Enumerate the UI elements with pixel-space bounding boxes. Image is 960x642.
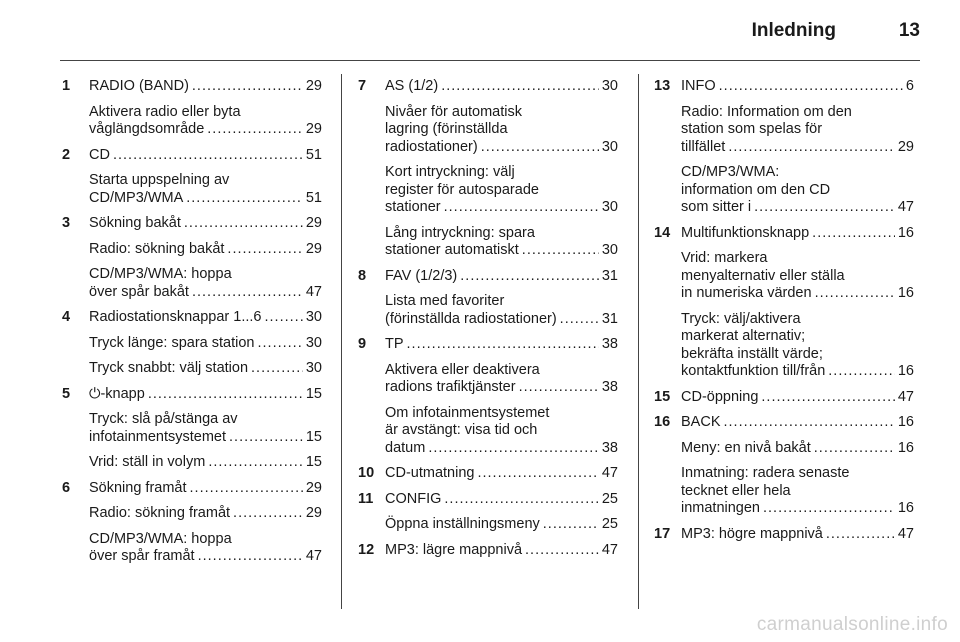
page-ref[interactable]: 47: [601, 465, 618, 481]
entry-body: [385, 268, 618, 329]
leader-dots: [198, 548, 303, 566]
index-entry: [654, 78, 914, 217]
entry-body: [681, 414, 914, 518]
entry-description: [385, 362, 618, 397]
index-line: [89, 548, 322, 566]
index-line: [681, 363, 914, 381]
index-line: [89, 505, 322, 523]
index-text: inmatningen: [681, 500, 760, 516]
entry-number: 15: [654, 388, 671, 405]
index-line: [681, 104, 914, 122]
index-text: information om den CD: [681, 181, 831, 198]
index-line: [385, 104, 618, 122]
entry-body: [89, 147, 322, 208]
index-line: [385, 199, 618, 217]
page-ref[interactable]: 38: [601, 439, 618, 456]
page-ref[interactable]: 51: [305, 146, 322, 163]
page-ref[interactable]: 47: [897, 388, 914, 405]
leader-dots: [407, 336, 599, 354]
index-text: MP3: högre mappnivå: [681, 525, 823, 542]
page-ref[interactable]: 6: [905, 78, 914, 94]
index-line: [681, 483, 914, 501]
index-text: våglängdsområde: [89, 121, 205, 137]
entry-description: [385, 225, 618, 260]
leader-dots: [519, 379, 599, 397]
index-line: [681, 389, 914, 407]
leader-dots: [828, 363, 895, 381]
index-line: [681, 250, 914, 268]
leader-dots: [763, 500, 895, 518]
entry-description: [681, 164, 914, 217]
index-line: [385, 164, 618, 182]
page-ref[interactable]: 51: [305, 189, 322, 206]
page-ref[interactable]: 29: [305, 78, 322, 94]
index-line: [681, 225, 914, 243]
index-line: [681, 465, 914, 483]
entry-body: [681, 526, 914, 544]
leader-dots: [826, 526, 895, 544]
page-ref[interactable]: 16: [897, 500, 914, 516]
entry-number: 1: [62, 78, 71, 94]
page-ref[interactable]: 16: [897, 285, 914, 301]
page-ref[interactable]: 31: [601, 310, 618, 327]
entry-number: 9: [358, 336, 367, 352]
entry-number: 14: [654, 224, 671, 241]
index-text: Radio: sökning framåt: [89, 505, 231, 521]
index-text: CD/MP3/WMA:: [681, 164, 780, 180]
index-line: [89, 121, 322, 139]
index-text: ⏻-knapp: [89, 385, 145, 402]
entry-description: [681, 311, 914, 381]
index-entry: [62, 386, 322, 472]
index-text: CD: [89, 146, 110, 163]
index-text: Sökning bakåt: [89, 215, 181, 231]
index-line: [89, 190, 322, 208]
entry-body: [385, 336, 618, 457]
entry-body: [681, 389, 914, 407]
entry-body: [89, 215, 322, 301]
index-entry: [62, 309, 322, 378]
leader-dots: [186, 190, 303, 208]
entry-number: 3: [62, 215, 71, 231]
index-entry: [654, 526, 914, 544]
index-line: [681, 526, 914, 544]
entry-description: [89, 454, 322, 472]
index-line: [385, 293, 618, 311]
index-text: radiostationer): [385, 138, 478, 155]
index-line: [89, 335, 322, 353]
index-line: [385, 268, 618, 286]
page-ref[interactable]: 38: [601, 379, 618, 395]
index-column-2: [358, 78, 618, 567]
index-line: [89, 284, 322, 302]
entry-number: 13: [654, 78, 671, 94]
leader-dots: [190, 480, 303, 498]
entry-description: [385, 104, 618, 157]
index-text: är avstängt: visa tid och: [385, 422, 538, 438]
index-text: som sitter i: [681, 199, 752, 215]
index-line: [681, 346, 914, 364]
leader-dots: [543, 516, 599, 534]
page-ref[interactable]: 47: [305, 548, 322, 564]
column-divider: [341, 74, 342, 609]
index-line: [385, 311, 618, 329]
page-header-title: Inledning: [751, 20, 836, 41]
index-line: [385, 336, 618, 354]
index-text: lagring (förinställda: [385, 121, 508, 137]
index-column-1: [62, 78, 322, 574]
entry-body: [89, 480, 322, 566]
leader-dots: [444, 491, 598, 509]
index-text: Inmatning: radera senaste: [681, 465, 850, 481]
index-line: [89, 531, 322, 549]
page-ref[interactable]: 29: [897, 138, 914, 155]
index-text: Om infotainmentsystemet: [385, 404, 550, 421]
index-text: tecknet eller hela: [681, 482, 791, 499]
index-line: [89, 454, 322, 472]
page-ref[interactable]: 29: [305, 505, 322, 521]
index-line: [385, 78, 618, 96]
column-divider: [638, 74, 639, 609]
index-text: CD-utmatning: [385, 465, 475, 481]
index-text: markerat alternativ;: [681, 328, 806, 344]
index-line: [385, 542, 618, 560]
entry-description: [89, 411, 322, 446]
entry-body: [681, 78, 914, 217]
entry-number: 16: [654, 414, 671, 430]
leader-dots: [560, 311, 599, 329]
page-ref[interactable]: 29: [305, 215, 322, 231]
index-text: CD-öppning: [681, 388, 759, 405]
entry-description: [89, 172, 322, 207]
index-entry: [62, 215, 322, 301]
index-line: [681, 139, 914, 157]
index-line: [89, 411, 322, 429]
index-text: Lista med favoriter: [385, 293, 505, 309]
entry-number: 12: [358, 541, 375, 558]
index-line: [385, 465, 618, 483]
page-ref[interactable]: 29: [305, 121, 322, 137]
index-line: [89, 78, 322, 96]
page-ref[interactable]: 16: [897, 224, 914, 241]
index-text: Radio: Information om den: [681, 103, 852, 120]
index-line: [385, 225, 618, 243]
leader-dots: [148, 386, 303, 404]
index-text: CD/MP3/WMA: hoppa: [89, 266, 232, 282]
index-line: [681, 164, 914, 182]
page-ref[interactable]: 30: [305, 309, 322, 325]
index-text: Nivåer för automatisk: [385, 103, 522, 120]
index-line: [385, 139, 618, 157]
entry-description: [89, 266, 322, 301]
page-ref[interactable]: 30: [601, 78, 618, 94]
page-ref[interactable]: 25: [601, 490, 618, 507]
index-line: [89, 266, 322, 284]
index-line: [385, 379, 618, 397]
index-text: över spår framåt: [89, 548, 195, 564]
index-entry: [358, 78, 618, 260]
page-ref[interactable]: 38: [601, 336, 618, 352]
index-line: [385, 440, 618, 458]
index-line: [89, 429, 322, 447]
index-column-3: [654, 78, 914, 551]
page-ref[interactable]: 31: [601, 267, 618, 284]
entry-description: [681, 250, 914, 303]
leader-dots: [113, 147, 303, 165]
entry-body: [681, 225, 914, 381]
leader-dots: [251, 360, 303, 378]
index-text: datum: [385, 439, 426, 456]
index-line: [681, 182, 914, 200]
entry-body: [385, 78, 618, 260]
entry-description: [89, 104, 322, 139]
index-entry: [358, 542, 618, 560]
leader-dots: [477, 465, 598, 483]
index-text: kontaktfunktion till/från: [681, 363, 826, 379]
leader-dots: [192, 284, 303, 302]
index-text: Multifunktionsknapp: [681, 224, 810, 241]
index-entry: [654, 225, 914, 381]
leader-dots: [441, 78, 599, 96]
index-text: register för autosparade: [385, 181, 539, 198]
entry-description: [681, 440, 914, 458]
page-ref[interactable]: 30: [305, 334, 322, 351]
index-line: [385, 242, 618, 260]
page-ref[interactable]: 30: [601, 138, 618, 155]
page-ref[interactable]: 47: [897, 525, 914, 542]
entry-description: [385, 164, 618, 217]
index-line: [385, 422, 618, 440]
index-text: TP: [385, 336, 404, 352]
index-text: Aktivera eller deaktivera: [385, 361, 540, 378]
index-line: [385, 516, 618, 534]
index-text: Öppna inställningsmeny: [385, 516, 540, 532]
index-text: över spår bakåt: [89, 283, 189, 300]
index-line: [681, 500, 914, 518]
page-ref[interactable]: 16: [897, 363, 914, 379]
index-line: [681, 328, 914, 346]
page-ref[interactable]: 15: [305, 428, 322, 445]
leader-dots: [207, 121, 303, 139]
entry-number: 6: [62, 479, 71, 496]
entry-description: [681, 104, 914, 157]
leader-dots: [227, 241, 302, 259]
index-entry: [62, 78, 322, 139]
page-ref[interactable]: 47: [897, 199, 914, 215]
entry-description: [89, 360, 322, 378]
page-ref[interactable]: 47: [601, 541, 618, 558]
entry-description: [89, 241, 322, 259]
leader-dots: [428, 440, 599, 458]
index-line: [385, 121, 618, 139]
index-line: [89, 215, 322, 233]
entry-body: [385, 542, 618, 560]
index-entry: [358, 336, 618, 457]
index-line: [681, 268, 914, 286]
entry-number: 7: [358, 78, 367, 94]
leader-dots: [257, 335, 302, 353]
page-ref[interactable]: 15: [305, 385, 322, 402]
leader-dots: [719, 78, 903, 96]
entry-number: 10: [358, 465, 375, 481]
leader-dots: [812, 225, 895, 243]
header-divider: [60, 60, 920, 61]
entry-number: 11: [358, 490, 374, 507]
index-line: [385, 182, 618, 200]
entry-body: [385, 491, 618, 534]
page-ref[interactable]: 30: [305, 360, 322, 376]
index-line: [89, 360, 322, 378]
page-ref[interactable]: 16: [897, 414, 914, 430]
leader-dots: [814, 440, 895, 458]
index-text: CONFIG: [385, 490, 442, 507]
leader-dots: [460, 268, 599, 286]
index-text: Radiostationsknappar 1...6: [89, 309, 262, 325]
index-entry: [62, 147, 322, 208]
leader-dots: [229, 429, 303, 447]
page-ref[interactable]: 30: [601, 242, 618, 258]
index-text: bekräfta inställt värde;: [681, 345, 823, 362]
index-line: [681, 311, 914, 329]
page-number: 13: [898, 20, 920, 41]
index-text: menyalternativ eller ställa: [681, 267, 845, 284]
index-text: infotainmentsystemet: [89, 428, 227, 445]
entry-body: [89, 309, 322, 378]
index-line: [681, 78, 914, 96]
index-line: [681, 285, 914, 303]
index-text: Starta uppspelning av: [89, 172, 230, 188]
index-entry: [358, 491, 618, 534]
index-line: [89, 104, 322, 122]
leader-dots: [481, 139, 599, 157]
entry-description: [89, 335, 322, 353]
index-line: [681, 121, 914, 139]
leader-dots: [265, 309, 303, 327]
index-text: station som spelas för: [681, 121, 823, 137]
watermark: carmanualsonline.info: [756, 614, 948, 635]
index-text: Radio: sökning bakåt: [89, 240, 225, 257]
index-text: stationer automatiskt: [385, 242, 519, 258]
page-ref[interactable]: 47: [305, 283, 322, 300]
index-line: [89, 480, 322, 498]
index-entry: [654, 414, 914, 518]
page-ref[interactable]: 15: [305, 454, 322, 470]
leader-dots: [444, 199, 599, 217]
index-text: AS (1/2): [385, 78, 439, 94]
index-text: Aktivera radio eller byta: [89, 103, 241, 120]
entry-body: [89, 78, 322, 139]
index-text: RADIO (BAND): [89, 78, 189, 94]
index-line: [681, 414, 914, 432]
index-line: [89, 147, 322, 165]
index-text: (förinställda radiostationer): [385, 310, 557, 327]
page-ref[interactable]: 16: [897, 439, 914, 456]
index-text: Tryck: slå på/stänga av: [89, 411, 238, 427]
entry-number: 17: [654, 525, 671, 542]
index-line: [385, 362, 618, 380]
index-text: Vrid: markera: [681, 250, 768, 266]
index-text: Tryck: välj/aktivera: [681, 310, 801, 327]
index-text: Tryck länge: spara station: [89, 334, 255, 351]
entry-description: [89, 531, 322, 566]
page-ref[interactable]: 29: [305, 240, 322, 257]
entry-description: [89, 505, 322, 523]
entry-body: [89, 386, 322, 472]
index-line: [681, 199, 914, 217]
leader-dots: [184, 215, 303, 233]
index-text: CD/MP3/WMA: [89, 189, 184, 206]
entry-description: [385, 293, 618, 328]
index-text: Meny: en nivå bakåt: [681, 439, 811, 456]
index-text: Tryck snabbt: välj station: [89, 360, 249, 376]
leader-dots: [525, 542, 599, 560]
index-line: [89, 241, 322, 259]
entry-number: 2: [62, 146, 71, 163]
index-text: radions trafiktjänster: [385, 379, 516, 395]
index-text: stationer: [385, 199, 441, 215]
index-text: Sökning framåt: [89, 479, 187, 496]
page-ref[interactable]: 25: [601, 516, 618, 532]
index-entry: [358, 465, 618, 483]
index-text: Lång intryckning: spara: [385, 224, 535, 241]
index-text: Vrid: ställ in volym: [89, 454, 206, 470]
index-entry: [62, 480, 322, 566]
leader-dots: [208, 454, 303, 472]
leader-dots: [233, 505, 303, 523]
entry-description: [385, 405, 618, 458]
index-line: [385, 405, 618, 423]
leader-dots: [754, 199, 895, 217]
entry-body: [385, 465, 618, 483]
page-ref[interactable]: 29: [305, 479, 322, 496]
entry-number: 4: [62, 309, 71, 325]
index-text: INFO: [681, 78, 716, 94]
index-line: [385, 491, 618, 509]
leader-dots: [728, 139, 895, 157]
index-line: [89, 386, 322, 404]
index-line: [681, 440, 914, 458]
entry-number: 5: [62, 385, 71, 402]
index-text: BACK: [681, 414, 721, 430]
index-line: [89, 172, 322, 190]
page-ref[interactable]: 30: [601, 199, 618, 215]
index-text: tillfället: [681, 138, 726, 155]
entry-description: [681, 465, 914, 518]
leader-dots: [192, 78, 303, 96]
leader-dots: [724, 414, 895, 432]
entry-description: [385, 516, 618, 534]
index-line: [89, 309, 322, 327]
index-entry: [358, 268, 618, 329]
index-text: FAV (1/2/3): [385, 267, 458, 284]
index-text: in numeriska värden: [681, 285, 812, 301]
index-entry: [654, 389, 914, 407]
index-text: Kort intryckning: välj: [385, 164, 515, 180]
leader-dots: [761, 389, 894, 407]
leader-dots: [815, 285, 895, 303]
index-text: MP3: lägre mappnivå: [385, 541, 523, 558]
index-text: CD/MP3/WMA: hoppa: [89, 530, 232, 547]
entry-number: 8: [358, 267, 367, 284]
leader-dots: [522, 242, 599, 260]
